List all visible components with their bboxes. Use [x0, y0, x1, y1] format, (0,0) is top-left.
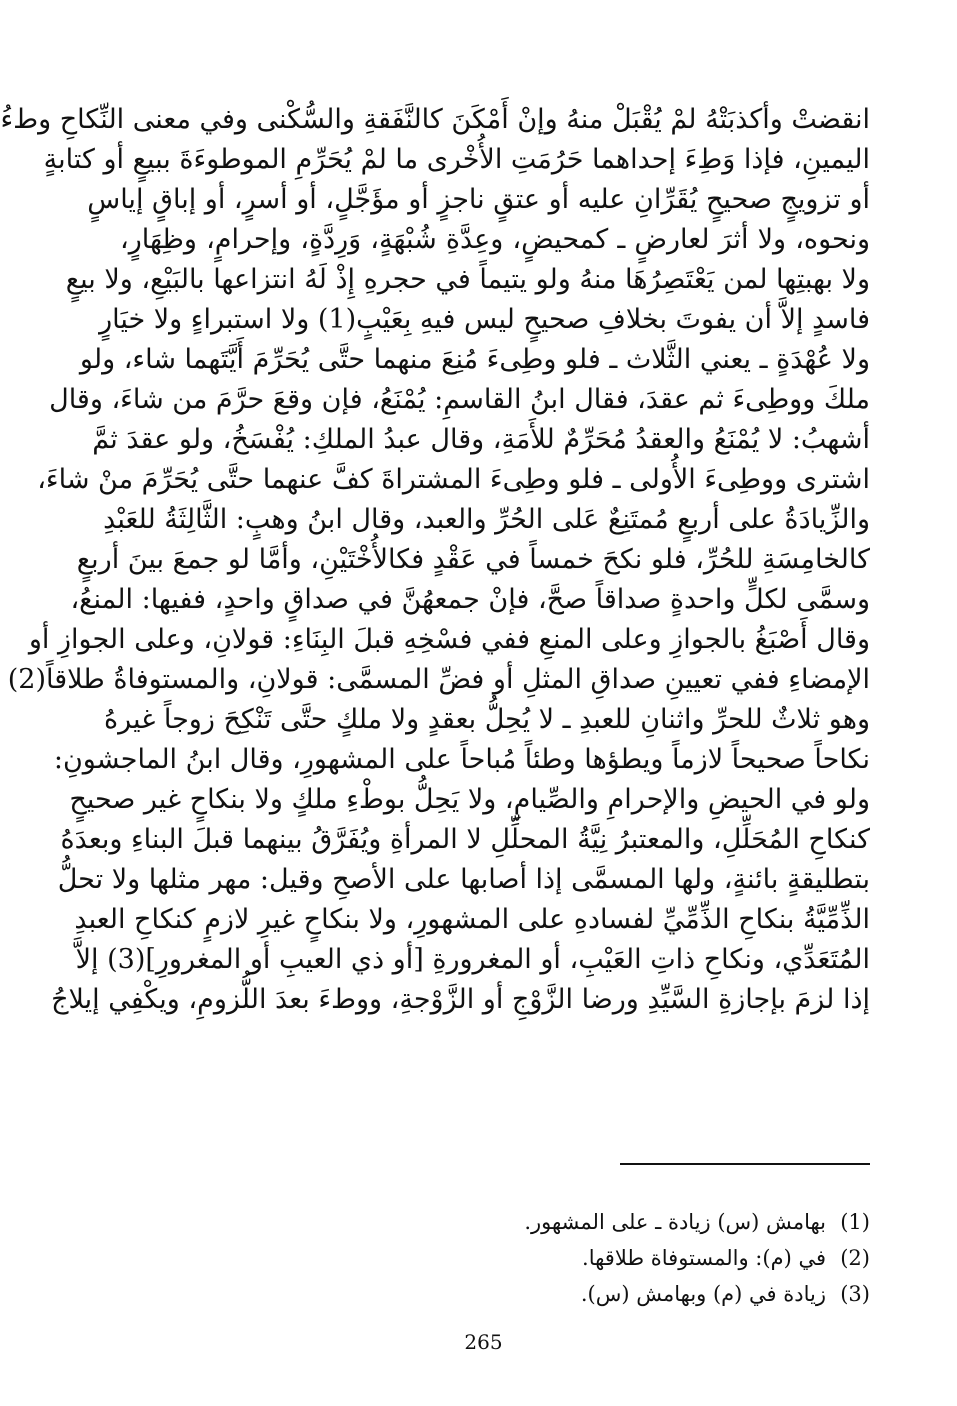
- footnote-text: في (م): والمستوفاة طلاقها.: [582, 1246, 826, 1270]
- text-line: اشترى ووطِىءَ الأُولى ـ فلو وطِىءَ المشتراةَ كفَّ عنهما حتَّى يُحَرِّمَ منْ شاءَ،: [37, 464, 870, 495]
- footnote-separator: [620, 1163, 870, 1165]
- text-line: الإمضاءِ ففي تعيينِ صداقِ المثلِ أو فضِّ المسمَّى: قولانِ، والمستوفاةُ طلاقاً(2): [7, 664, 870, 695]
- text-line: انقضتْ وأكذبَتْهُ لمْ يُقْبَلْ منهُ وإنْ أَمْكَنَ كالنَّفَقةِ والسُّكْنى وفي معنى النِّكاحِ وطءُ: [0, 104, 870, 135]
- text-line: المُتَعَدِّي، ونكاحِ ذاتِ العَيْبِ، أو المغرورةِ [أو ذي العيبِ أو المغرورِ](3) إلاَّ: [75, 944, 870, 975]
- footnote-text: زيادة في (م) وبهامش (س).: [580, 1282, 826, 1306]
- text-line: وقال أَصْبَغُ بالجوازِ وعلى المنعِ ففي فسْخِهِ قبلَ البِنَاءِ: قولانِ، وعلى الجوازِ أو: [28, 624, 870, 655]
- footnote-number: (1): [840, 1210, 870, 1234]
- text-line: ولا عُهْدَةٍ ـ يعني الثَّلاث ـ فلو وطِىءَ مُنِعَ منهما حتَّى يُحَرِّمَ أَيَّتَهما شاء، ولو: [79, 344, 870, 375]
- text-line: إذا لزمَ بإجازةِ السَّيِّدِ ورضا الزَّوْجِ أو الزَّوْجةِ، ووطءَ بعدَ اللُّزومِ، ويكْفِي إيلاجُ: [51, 984, 870, 1015]
- text-line: أو تزويجٍ صحيحٍ يُقَرِّانِ عليه أو عتقٍ ناجزٍ أو مؤَجَّلٍ، أو أسرٍ، أو إباقٍ إياسٍ: [87, 184, 870, 215]
- footnote: [270, 1204, 870, 1240]
- footnote-number: (2): [840, 1246, 870, 1270]
- text-line: فاسدٍ إلاَّ أن يفوتَ بخلافِ صحيحٍ ليس فيهِ بِعَيْبٍ(1) ولا استبراءٍ ولا خيَارٍ: [99, 304, 870, 335]
- text-line: وهو ثلاثٌ للحرِّ واثنانِ للعبدِ ـ لا يُحِلُّ بعقدٍ ولا ملكٍ حتَّى تَنْكِحَ زوجاً غيرهُ: [104, 704, 870, 735]
- page-number: 265: [464, 1330, 503, 1354]
- footnote-text: بهامش (س) زيادة ـ على المشهور.: [524, 1210, 826, 1234]
- text-line: اليمينِ، فإذا وَطِءَ إحداهما حَرُمَتِ الأُخْرى ما لمْ يُحَرِّمِ الموطوءَةَ ببيعٍ أو كتابةٍ: [43, 144, 870, 175]
- text-line: كنكاحِ المُحَلِّلِ، والمعتبرُ نِيَّةُ المحلِّلِ لا المرأةِ ويُفَرَّقُ بينهما قبلَ البناءِ وبعدَهُ: [60, 824, 870, 855]
- main-text: [0, 100, 870, 1020]
- text-line: الذِّمِّيَّةُ بنكاحِ الذِّمِّيِّ لفسادهِ على المشهورِ، ولا بنكاحٍ غيرِ لازمٍ كنكاحِ العبدِ: [74, 904, 870, 935]
- text-line: ونحوه، ولا أثرَ لعارضٍ ـ كمحيضٍ، وعِدَّةِ شُبْهَةٍ، وَرِدَّةٍ، وإحرامٍ، وظِهَارٍ،: [120, 224, 870, 255]
- footnotes: [270, 1204, 870, 1312]
- text-line: بتطليقةٍ بائنةٍ، ولها المسمَّى إذا أصابها على الأصحِ وقيل: مهر مثلها ولا تحلُّ: [57, 864, 870, 895]
- text-line: وسمَّى لكلٍّ واحدةٍ صداقاً صحَّ، فإنْ جمعهُنَّ في صداقٍ واحدٍ، ففيها: المنعُ،: [70, 584, 870, 615]
- text-line: والزِّيادَةُ على أربعٍ مُمتَنِعٌ عَلى الحُرِّ والعبد، وقال ابنُ وهبٍ: الثَّالِثَةُ للعَبْدِ: [103, 504, 870, 535]
- text-line: نكاحاً صحيحاً لازماً ويطؤها وطئاً مُباحاً على المشهورِ، وقال ابنُ الماجشونِ:: [53, 744, 870, 775]
- text-line: كالخامِسَةِ للحُرِّ، فلو نكحَ خمساً في عَقْدٍ فكالأُخْتَيْنِ، وأمَّا لو جمعَ بينَ أربعٍ: [76, 544, 870, 575]
- footnote-number: (3): [840, 1282, 870, 1306]
- text-line: ولو في الحيضِ والإحرامِ والصِّيامِ، ولا يَحِلُّ بوطْءِ ملكٍ ولا بنكاحٍ غير صحيحٍ: [69, 784, 870, 815]
- footnote: [270, 1276, 870, 1312]
- text-line: أشهبُ: لا يُمْنَعُ والعقدُ مُحَرِّمٌ للأَمَةِ، وقال عبدُ الملكِ: يُفْسَخُ، ولو عقدَ ثمَّ: [92, 424, 870, 455]
- text-line: ولا بهبتِها لمن يَعْتَصِرُهَا منهُ ولو يتيماً في حجرهِ إِذْ لَهُ انتزاعها بالبَيْعِ، ولا بيعٍ: [65, 264, 870, 295]
- text-line: ملكَ ووطِىءَ ثم عقدَ، فقال ابنُ القاسمِ: يُمْنَعُ، فإن وقعَ حرَّمَ من شاءَ، وقال: [49, 384, 870, 415]
- footnote: [270, 1240, 870, 1276]
